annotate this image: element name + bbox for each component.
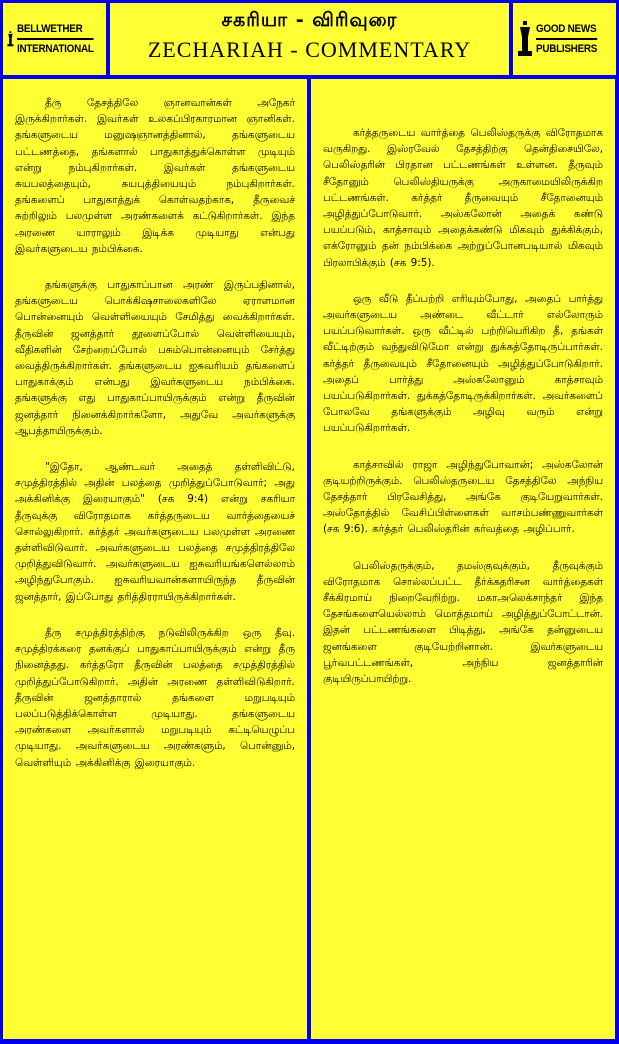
- good-news-logo: [517, 9, 612, 69]
- right-logo-line2: PUBLISHERS: [536, 43, 598, 55]
- paragraph: தங்களுக்கு பாதுகாப்பான அரண் இருப்பதினால், தங்களுடைய பொக்கிஷசாலைகளிலே ஏராளமான பொன்னையும் வெள்ளியையும் சேமித்து வைக்கிறார்கள். தீருவின் ஜனத்தார் தூளைப்போல் வெள்ளியையும், வீதிகளின் சேற்றைப்போல் பசும்பொன்னையும் சேர்த்து வைத்திருக்கிறார்கள். தங்களுடைய ஐசுவரியம் தங்களைப் பாதுகாக்கும் என்பது இவர்களுடைய நம்பிக்கை. தங்களுக்கு எது பாதுகாப்பாயிருக்கும் என்று தீருவின் ஜனத்தார் நினைக்கிறார்களோ, அதுவே அவர்களுக்கு ஆபத்தாயிருக்கும்.: [15, 279, 295, 437]
- paragraph: தீரு தேசத்திலே ஞானவான்கள் அநேகர் இருக்கிறார்கள். இவர்கள் உலகப்பிரகாரமான ஞானிகள். தங்களுடைய மனுஷஞானத்தினால், தங்களுடைய பட்டணத்தை, தங்களால் பாதுகாத்துக்கொள்ள முடியும் என்று நம்புகிறார்கள். இவர்கள் தங்களுடைய சுயபலத்தையும், சுயபுத்தியையும் நம்புகிறார்கள். தங்களைப் பாதுகாத்துக் கொள்வதற்காக, தீருவைச் சுற்றிலும் பலமுள்ள அரண்களைக் கட்டுகிறார்கள். இந்த அரணை யாராலும் இடிக்க முடியாது என்பது இவர்களுடைய நம்பிக்கை.: [15, 97, 295, 255]
- left-logo-box: [3, 3, 106, 75]
- paragraph: "இதோ, ஆண்டவர் அதைத் தள்ளிவிட்டு, சமுத்திரத்தில் அதின் பலத்தை முறித்துப்போடுவார்; அது அக்கினிக்கு இரையாகும்" (சக 9:4) என்று சகரியா தீருவுக்கு விரோதமாக கர்த்தருடைய வார்த்தையைச் சொல்லுகிறார். கர்த்தர் அவர்களுடைய பலமுள்ள அரணை தள்ளிவிடுவார். அவர்களுடைய பலத்தை சமுத்திரத்திலே முறித்துவிடுவார். அவர்களுடைய ஐசுவரியங்களெல்லாம் அழிந்துபோகும். ஐசுவரியவான்களாயிருந்த தீருவின் ஜனத்தார், இப்போது தரித்திரராயிருக்கிறார்கள்.: [15, 461, 295, 603]
- paragraph: கர்த்தருடைய வார்த்தை பெலிஸ்தருக்கு விரோதமாக வருகிறது. இஸ்ரவேல் தேசத்திற்கு தென்திசையிலே, பெலிஸ்தரின் பிரதான பட்டணங்கள் உள்ளன. தீருவும் சீதோனும் பெலிஸ்தியருக்கு அருகாமையிலிருக்கிற பட்டணங்கள். கர்த்தர் தீருவையும் சீதோனையும் அழித்துப்போடுவார். அஸ்கலோன் அதைக் கண்டு பயப்படும், காத்சாவும் அதைக்கண்டு மிகவும் துக்கிக்கும், எக்ரோனும் தன் நம்பிக்கை அற்றுப்போனபடியால் மிகவும் பிரலாபிக்கும் (சக 9:5).: [323, 127, 603, 269]
- lamp-icon: [7, 19, 14, 59]
- left-logo-line1: BELLWETHER: [17, 20, 94, 40]
- header: [3, 3, 616, 75]
- tamil-title: சகரியா - விரிவுரை: [221, 9, 398, 31]
- bellwether-logo: [7, 9, 102, 69]
- paragraph: ஒரு வீடு தீப்பற்றி எரியும்போது, அதைப் பார்த்து அவர்களுடைய அண்டை வீட்டார் எல்லோரும் பயப்படுவார்கள். ஒரு வீட்டில் பற்றியெரிகிற தீ, தங்கள் வீட்டிற்கும் வந்துவிடுமோ என்று துக்கத்தோடிருப்பார்கள். கர்த்தர் தீருவையும் சீதோனையும் அழித்துப்போடுகிறார். அதைப் பார்த்து அஸ்கலோனும் காத்சாவும் பயப்படுகிறார்கள். துக்கத்தோடிருக்கிறார்கள். அவர்களைப் போலவே தங்களுக்கும் அழிவு வரும் என்று பயப்படுகிறார்கள்.: [323, 292, 603, 435]
- english-title: ZECHARIAH - COMMENTARY: [147, 37, 472, 62]
- right-column: [311, 79, 615, 1039]
- right-logo-box: [513, 3, 616, 75]
- paragraph: காத்சாவில் ராஜா அழிந்துபோவான்; அஸ்கலோன் குடியற்றிருக்கும். பெலிஸ்தருடைய தேசத்திலே அந்நிய தேசத்தார் பிரவேசித்து, அங்கே குடியேறுவார்கள். அஸ்தோத்தில் வேசிப்பிள்ளைகள் வாசம்பண்ணுவார்கள் (சக 9:6). கர்த்தர் பெலிஸ்தரின் கர்வத்தை அழிப்பார்.: [323, 458, 603, 536]
- paragraph: பெலிஸ்தருக்கும், தமஸ்குவுக்கும், தீருவுக்கும் விரோதமாக சொல்லப்பட்ட தீர்க்கதரிசன வார்த்தைகள் சீக்கிரமாய் நிறைவேறிற்று. மகாஅலெக்சாந்தர் இந்த தேசங்களையெல்லாம் மொத்தமாய் அழித்துப்போட்டான். இதன் பட்டணங்களை பிடித்து, அங்கே தன்னுடைய ஜனங்களை குடியேற்றினான். இவர்களுடைய பூர்வபட்டணங்கள், அந்நிய ஜனத்தாரின் குடியிருப்பாயிற்று.: [323, 559, 603, 686]
- left-logo-line2: INTERNATIONAL: [16, 43, 94, 55]
- lamp-icon: [517, 19, 533, 59]
- title-box: [110, 3, 509, 75]
- paragraph: தீரு சமுத்திரத்திற்கு நடுவிலிருக்கிற ஒரு தீவு. சமுத்திரக்கரை தனக்குப் பாதுகாப்பாயிருக்கும் என்று தீரு நினைத்தது. கர்த்தரோ தீருவின் பலத்தை சமுத்திரத்தில் முறித்துப்போடுகிறார். அதின் அரணை தள்ளிவிடுகிறார். தீருவின் ஜனத்தாரால் தங்களை மறுபடியும் பலப்படுத்திக்கொள்ள முடியாது. தங்களுடைய அரண்களை அவர்களால் மறுபடியும் கட்டியெழுப்ப முடியாது. அவர்களுடைய அரண்களும், பொன்னும், வெள்ளியும் அக்கினிக்கு இரையாகும்.: [15, 626, 295, 769]
- right-logo-line1: GOOD NEWS: [536, 20, 597, 40]
- left-column: [3, 79, 307, 1039]
